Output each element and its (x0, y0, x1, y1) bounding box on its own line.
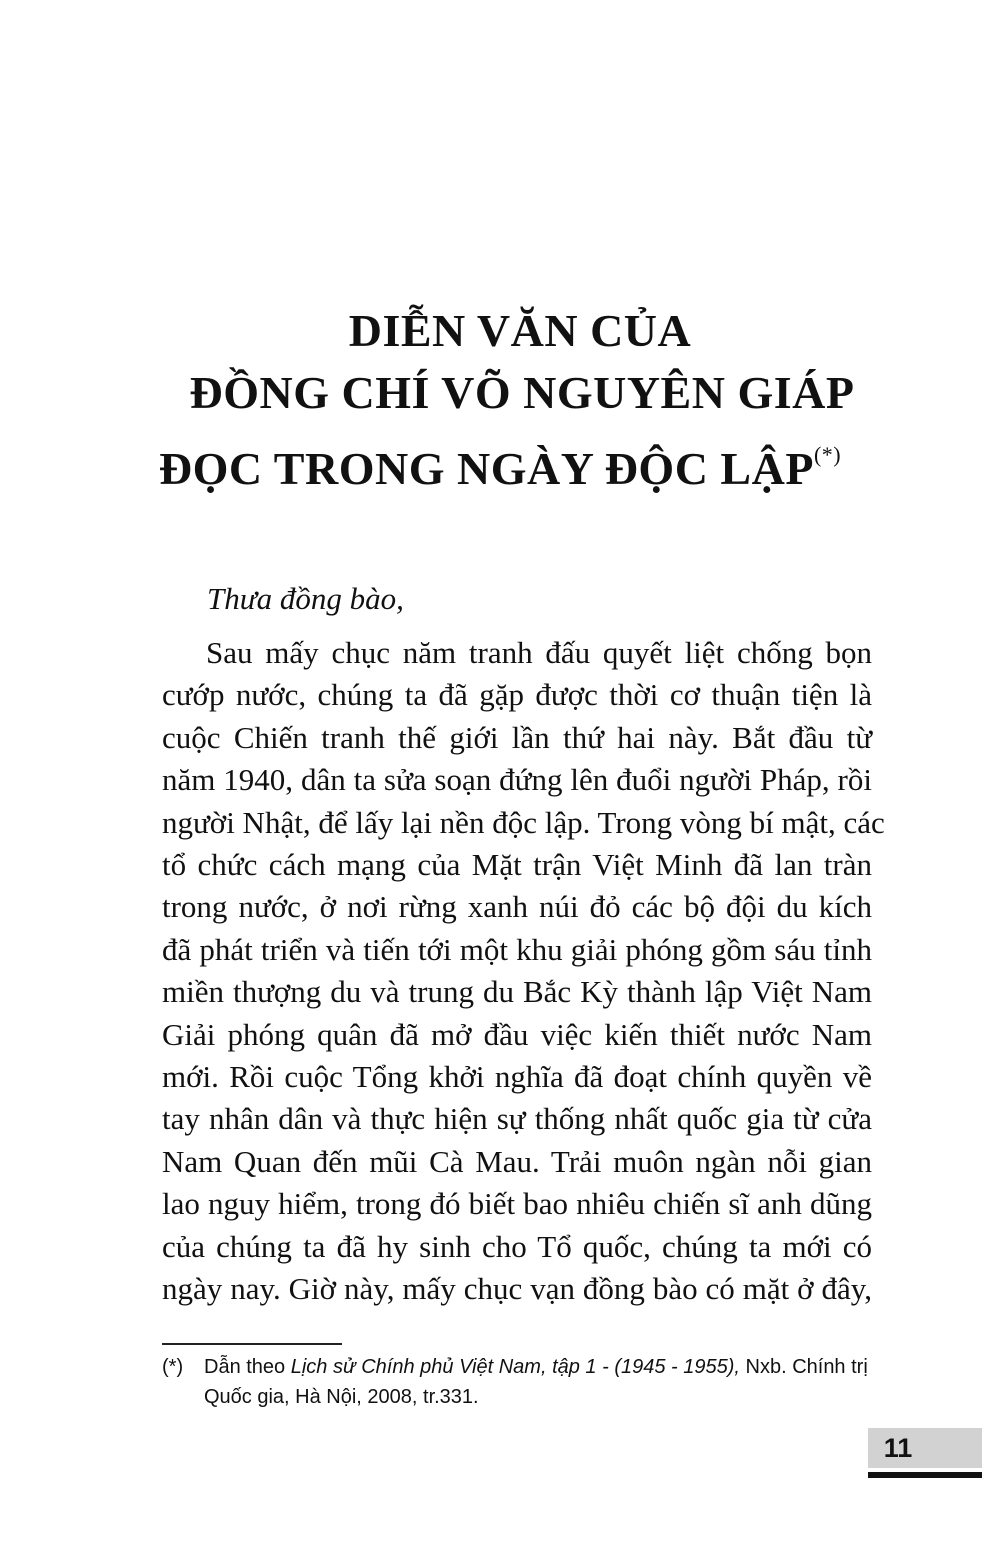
footnote-divider (162, 1343, 342, 1345)
page-number: 11 (883, 1433, 913, 1463)
body-line: cuộc Chiến tranh thế giới lần thứ hai này. Bắt đầu từ (162, 719, 872, 755)
salutation: Thưa đồng bào, (207, 581, 404, 616)
body-line: người Nhật, để lấy lại nền độc lập. Trong vòng bí mật, các (162, 804, 885, 840)
body-line: năm 1940, dân ta sửa soạn đứng lên đuổi người Pháp, rồi (162, 762, 872, 798)
footnote-prefix: Dẫn theo (204, 1356, 291, 1378)
footnote-publisher: Nxb. Chính trị (739, 1356, 868, 1378)
body-line: ngày nay. Giờ này, mấy chục vạn đồng bào có mặt ở đây, (162, 1271, 872, 1307)
footnote-line-1 (162, 1352, 877, 1382)
body-line: trong nước, ở nơi rừng xanh núi đỏ các bộ đội du kích (162, 889, 872, 925)
body-line: Giải phóng quân đã mở đầu việc kiến thiết nước Nam (162, 1016, 872, 1052)
body-line: tổ chức cách mạng của Mặt trận Việt Minh đã lan tràn (162, 847, 872, 883)
page-number-bar (868, 1472, 982, 1478)
title-line-2: ĐỒNG CHÍ VÕ NGUYÊN GIÁP (189, 367, 855, 418)
footnote-source-title: Lịch sử Chính phủ Việt Nam, tập 1 - (1945 - 1955), (290, 1356, 740, 1378)
body-line: cướp nước, chúng ta đã gặp được thời cơ thuận tiện là (162, 677, 872, 713)
body-line: của chúng ta đã hy sinh cho Tổ quốc, chúng ta mới có (162, 1228, 872, 1264)
body-paragraph (162, 632, 885, 1311)
body-line: tay nhân dân và thực hiện sự thống nhất quốc gia từ cửa (162, 1101, 872, 1137)
title-line-3 (0, 424, 1000, 500)
body-line: miền thượng du và trung du Bắc Kỳ thành lập Việt Nam (162, 974, 872, 1010)
body-line: lao nguy hiểm, trong đó biết bao nhiêu chiến sĩ anh dũng (162, 1186, 872, 1222)
footnote (162, 1352, 877, 1412)
body-line: Nam Quan đến mũi Cà Mau. Trải muôn ngàn nỗi gian (162, 1143, 872, 1179)
footnote-line-2: Quốc gia, Hà Nội, 2008, tr.331. (204, 1386, 479, 1408)
chapter-title (0, 300, 1000, 500)
title-line-3-text: ĐỌC TRONG NGÀY ĐỘC LẬP (158, 443, 814, 494)
title-line-1: DIỄN VĂN CỦA (348, 305, 692, 356)
title-footnote-ref: (*) (813, 442, 842, 467)
body-line: đã phát triển và tiến tới một khu giải phóng gồm sáu tỉnh (162, 931, 872, 967)
body-line: Sau mấy chục năm tranh đấu quyết liệt chống bọn (206, 635, 872, 670)
body-line: mới. Rồi cuộc Tổng khởi nghĩa đã đoạt chính quyền về (162, 1059, 872, 1095)
footnote-marker: (*) (162, 1356, 184, 1378)
